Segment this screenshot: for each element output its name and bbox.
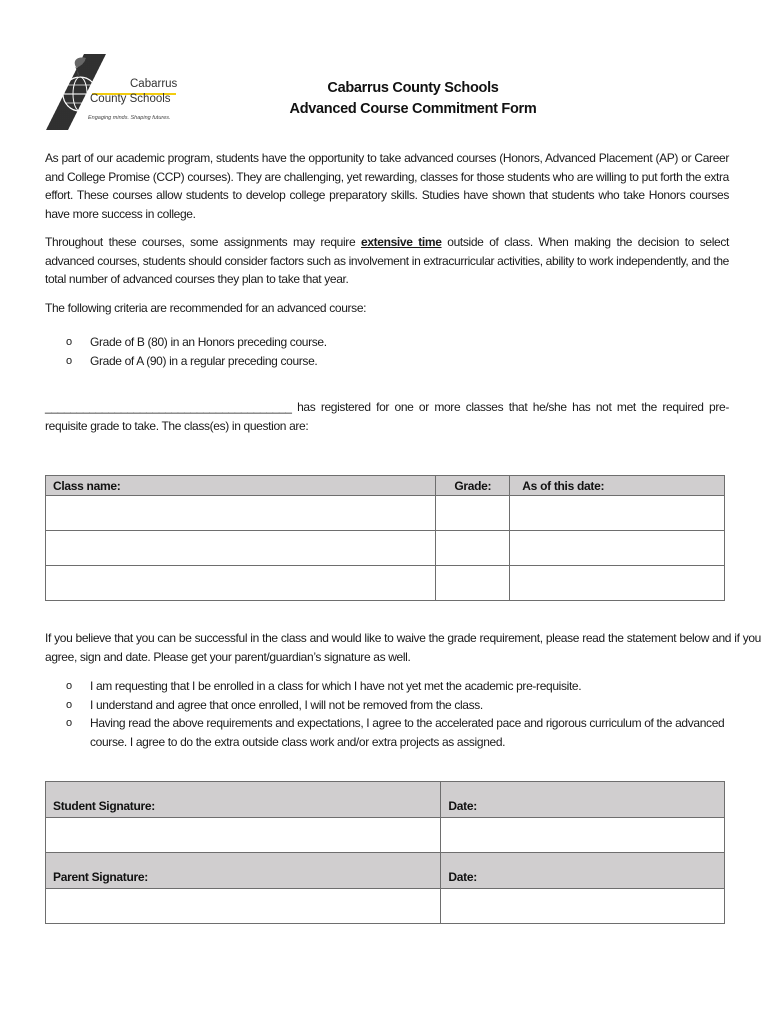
registration-text: has registered for one or more classes that he/she has not met the required pre-requisite grade to take. The class(es) in question are: xyxy=(45,400,729,433)
extensive-time-emphasis: extensive time xyxy=(361,235,442,249)
parent-date-label: Date: xyxy=(441,853,725,889)
student-date-field[interactable] xyxy=(441,818,725,853)
student-signature-row xyxy=(46,818,725,853)
parent-signature-row xyxy=(46,889,725,924)
school-logo xyxy=(46,50,186,132)
class-name-cell[interactable] xyxy=(46,566,436,601)
table-row xyxy=(46,566,725,601)
student-name-blank[interactable]: _______________________________________ xyxy=(45,400,292,414)
grade-cell[interactable] xyxy=(436,496,510,531)
title-line-1: Cabarrus County Schools xyxy=(327,80,499,96)
class-table-header-row xyxy=(46,476,725,496)
parent-date-field[interactable] xyxy=(441,889,725,924)
grade-cell[interactable] xyxy=(436,531,510,566)
bullet-icon: o xyxy=(66,354,72,367)
student-signature-header-row xyxy=(46,782,725,818)
student-signature-field[interactable] xyxy=(46,818,441,853)
waiver-paragraph: If you believe that you can be successful in the class and would like to waive the grade requirement, please read the statement below and if you agree, sign and date. Please get your parent/guardian’s signature as well. xyxy=(45,631,761,664)
grade-cell[interactable] xyxy=(436,566,510,601)
criteria-item xyxy=(66,333,746,352)
logo-line-1: Cabarrus xyxy=(130,78,178,90)
statement-text: I am requesting that I be enrolled in a class for which I have not yet met the academic pre-requisite. xyxy=(90,679,582,693)
table-row xyxy=(46,531,725,566)
waiver-statement xyxy=(66,696,726,715)
intro-paragraph-1: As part of our academic program, students have the opportunity to take advanced courses (Honors, Advanced Placement (AP) or Career and College Promise (CCP) courses). They are challenging, yet rewarding, classes for those students who are willing to put forth the extra effort. These courses allow students to develop college preparatory skills. Studies have shown that students who take Honors courses have more success in college. xyxy=(45,151,729,221)
student-date-label: Date: xyxy=(441,782,725,818)
table-row xyxy=(46,496,725,531)
intro-paragraph-2 xyxy=(45,233,729,289)
criteria-text: Grade of A (90) in a regular preceding course. xyxy=(90,353,318,368)
paragraph-2-end: outside of class. When making the decision to select advanced courses, students should consider factors such as involvement in extracurricular activities, ability to work independently, and the total number of advanced courses they plan to take that year. xyxy=(45,235,730,287)
parent-signature-header-row xyxy=(46,853,725,889)
logo-tagline: Engaging minds. Shaping futures. xyxy=(88,115,171,121)
logo-line-2: County Schools xyxy=(90,93,171,105)
waiver-statements xyxy=(66,677,726,751)
criteria-intro: The following criteria are recommended for an advanced course: xyxy=(45,301,367,315)
criteria-item xyxy=(66,352,746,371)
date-cell[interactable] xyxy=(510,496,725,531)
class-name-cell[interactable] xyxy=(46,496,436,531)
bullet-icon: o xyxy=(66,336,72,348)
criteria-list xyxy=(66,333,746,370)
paragraph-2-start: Throughout these courses, some assignments may require xyxy=(45,235,361,249)
waiver-statement xyxy=(66,714,726,751)
class-name-cell[interactable] xyxy=(46,531,436,566)
date-cell[interactable] xyxy=(510,566,725,601)
statement-text: I understand and agree that once enrolled, I will not be removed from the class. xyxy=(90,697,483,712)
bullet-icon: o xyxy=(66,717,72,730)
waiver-statement xyxy=(66,677,726,696)
class-table xyxy=(45,475,725,601)
title-line-2: Advanced Course Commitment Form xyxy=(289,101,537,117)
date-cell[interactable] xyxy=(510,531,725,566)
page-title xyxy=(200,78,626,120)
parent-signature-label: Parent Signature: xyxy=(46,853,441,889)
bullet-icon: o xyxy=(66,698,72,711)
parent-signature-field[interactable] xyxy=(46,889,441,924)
grade-header: Grade: xyxy=(436,476,510,496)
statement-text: Having read the above requirements and expectations, I agree to the accelerated pace and rigorous curriculum of the advanced course. I agree to do the extra outside class work and/or extra projects as assigned. xyxy=(90,716,725,749)
student-signature-label: Student Signature: xyxy=(46,782,441,818)
date-header: As of this date: xyxy=(510,476,725,496)
registration-statement xyxy=(45,398,729,435)
criteria-text: Grade of B (80) in an Honors preceding course. xyxy=(90,335,327,349)
signature-table xyxy=(45,781,725,924)
bullet-icon: o xyxy=(66,680,72,692)
class-name-header: Class name: xyxy=(46,476,436,496)
